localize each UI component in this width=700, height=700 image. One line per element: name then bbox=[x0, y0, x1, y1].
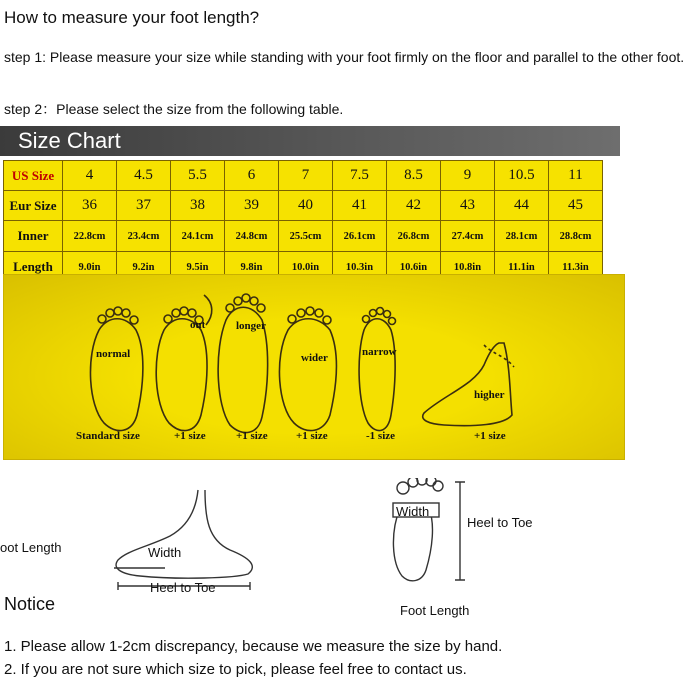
heel-to-toe-label-top: Heel to Toe bbox=[467, 515, 533, 530]
inner-cm-cell: 22.8cm bbox=[63, 221, 117, 252]
caption-standard-size: Standard size bbox=[76, 430, 140, 442]
inner-length-row bbox=[4, 221, 603, 252]
eur-size-cell: 44 bbox=[495, 191, 549, 221]
step-1-text: step 1: Please measure your size while standing with your foot firmly on the floor and parallel to the other foot. bbox=[4, 49, 685, 65]
page-heading: How to measure your foot length? bbox=[4, 8, 260, 27]
width-label-top: Width bbox=[396, 504, 430, 519]
length-in-cell: 9.8in bbox=[225, 252, 279, 283]
length-label: Length bbox=[4, 252, 63, 283]
heel-to-toe-label-side: Heel to Toe bbox=[150, 580, 216, 595]
length-in-cell: 10.0in bbox=[279, 252, 333, 283]
foot-types-panel bbox=[3, 274, 625, 460]
us-size-cell: 4 bbox=[63, 161, 117, 191]
us-size-cell: 4.5 bbox=[117, 161, 171, 191]
length-in-cell: 10.3in bbox=[333, 252, 387, 283]
us-size-cell: 5.5 bbox=[171, 161, 225, 191]
inner-cm-cell: 26.8cm bbox=[387, 221, 441, 252]
foot-label-wider: wider bbox=[301, 352, 328, 364]
us-size-row bbox=[4, 161, 603, 191]
eur-size-cell: 43 bbox=[441, 191, 495, 221]
foot-label-longer: longer bbox=[236, 320, 266, 332]
eur-size-row bbox=[4, 191, 603, 221]
width-label-side: Width bbox=[148, 545, 182, 560]
step-2-text: step 2：Please select the size from the following table. bbox=[4, 101, 344, 117]
size-table bbox=[3, 160, 603, 283]
us-size-cell: 9 bbox=[441, 161, 495, 191]
foot-label-narrow: narrow bbox=[362, 346, 397, 358]
inner-cm-cell: 26.1cm bbox=[333, 221, 387, 252]
length-in-cell: 9.5in bbox=[171, 252, 225, 283]
eur-size-cell: 38 bbox=[171, 191, 225, 221]
eur-size-label: Eur Size bbox=[4, 191, 63, 221]
caption-plus-one: +1 size bbox=[174, 430, 206, 442]
eur-size-cell: 45 bbox=[549, 191, 603, 221]
caption-minus-one: -1 size bbox=[366, 430, 396, 442]
foot-label-higher: higher bbox=[474, 389, 505, 401]
eur-size-cell: 40 bbox=[279, 191, 333, 221]
inner-cm-cell: 25.5cm bbox=[279, 221, 333, 252]
inner-cm-cell: 27.4cm bbox=[441, 221, 495, 252]
eur-size-cell: 37 bbox=[117, 191, 171, 221]
eur-size-cell: 39 bbox=[225, 191, 279, 221]
notice-title: Notice bbox=[4, 594, 56, 614]
length-in-cell: 9.0in bbox=[63, 252, 117, 283]
caption-plus-one: +1 size bbox=[296, 430, 328, 442]
length-in-cell: 11.3in bbox=[549, 252, 603, 283]
foot-length-label-left: oot Length bbox=[0, 540, 62, 555]
inner-cm-cell: 28.1cm bbox=[495, 221, 549, 252]
eur-size-cell: 36 bbox=[63, 191, 117, 221]
notice-item: 1. Please allow 1-2cm discrepancy, because we measure the size by hand. bbox=[4, 638, 503, 655]
inner-cm-cell: 24.1cm bbox=[171, 221, 225, 252]
inner-cm-cell: 24.8cm bbox=[225, 221, 279, 252]
us-size-cell: 10.5 bbox=[495, 161, 549, 191]
us-size-cell: 7.5 bbox=[333, 161, 387, 191]
inner-cm-cell: 28.8cm bbox=[549, 221, 603, 252]
size-chart-title: Size Chart bbox=[18, 128, 121, 153]
inner-cm-cell: 23.4cm bbox=[117, 221, 171, 252]
caption-plus-one: +1 size bbox=[236, 430, 268, 442]
length-in-cell: 11.1in bbox=[495, 252, 549, 283]
us-size-label: US Size bbox=[4, 161, 63, 191]
eur-size-cell: 42 bbox=[387, 191, 441, 221]
foot-label-normal: normal bbox=[96, 348, 131, 360]
length-in-cell: 10.8in bbox=[441, 252, 495, 283]
us-size-cell: 6 bbox=[225, 161, 279, 191]
foot-length-label-bottom: Foot Length bbox=[400, 603, 470, 618]
us-size-cell: 7 bbox=[279, 161, 333, 191]
length-in-cell: 9.2in bbox=[117, 252, 171, 283]
eur-size-cell: 41 bbox=[333, 191, 387, 221]
length-in-cell: 10.6in bbox=[387, 252, 441, 283]
measurement-diagrams bbox=[0, 478, 700, 628]
inner-label: Inner bbox=[4, 221, 63, 252]
foot-label-out: out bbox=[190, 319, 206, 331]
us-size-cell: 8.5 bbox=[387, 161, 441, 191]
caption-plus-one: +1 size bbox=[474, 430, 506, 442]
us-size-cell: 11 bbox=[549, 161, 603, 191]
notice-item: 2. If you are not sure which size to pick, please feel free to contact us. bbox=[4, 661, 467, 678]
